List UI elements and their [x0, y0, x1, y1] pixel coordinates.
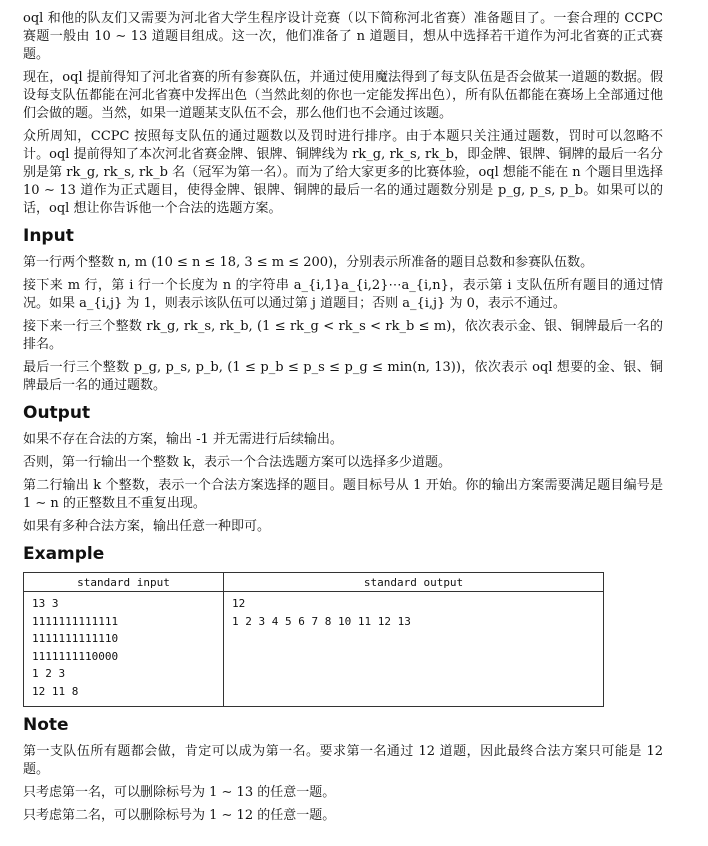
note-paragraph-1: 第一支队伍所有题都会做，肯定可以成为第一名。要求第一名通过 12 道题，因此最终合法方案只可能是 12 题。: [23, 744, 663, 777]
standard-input-cell: [24, 592, 224, 707]
input-paragraph-2: 接下来 m 行，第 i 行一个长度为 n 的字符串 a_{i,1}a_{i,2}⋯a_{i,n}，表示第 i 支队伍所有题目的通过情况。如果 a_{i,j} 为 1，则表示该队伍可以通过第 j 道题目；否则 a_{i,j} 为 0，表示不通过。: [23, 278, 663, 311]
statement-paragraph-2: 现在，oql 提前得知了河北省赛的所有参赛队伍，并通过使用魔法得到了每支队伍是否会做某一道题的数据。假设每支队伍都能在河北省赛中发挥出色（当然此刻的你也一定能发挥出色），所有队伍都能在赛场上全部通过他们会做的题。当然，如果一道题某支队伍不会，那么他们也不会通过该题。: [23, 70, 663, 121]
input-paragraph-4: 最后一行三个整数 p_g, p_s, p_b, (1 ≤ p_b ≤ p_s ≤ p_g ≤ min(n, 13))，依次表示 oql 想要的金、银、铜牌最后一名的通过题数。: [23, 360, 663, 393]
output-heading: Output: [23, 403, 91, 423]
standard-input-header: standard input: [24, 573, 224, 592]
standard-output-cell: [224, 592, 604, 707]
output-line: 1 2 3 4 5 6 7 8 10 11 12 13: [232, 614, 411, 628]
statement-paragraph-1: oql 和他的队友们又需要为河北省大学生程序设计竞赛（以下简称河北省赛）准备题目了。一套合理的 CCPC 赛题一般由 10 ∼ 13 道题目组成。这一次，他们准备了 n 道题目，想从中选择若干道作为河北省赛的正式赛题。: [23, 11, 663, 62]
input-paragraph-1: 第一行两个整数 n, m (10 ≤ n ≤ 18, 3 ≤ m ≤ 200)，分别表示所准备的题目总数和参赛队伍数。: [23, 255, 594, 270]
input-paragraph-3: 接下来一行三个整数 rk_g, rk_s, rk_b, (1 ≤ rk_g < rk_s < rk_b ≤ m)，依次表示金、银、铜牌最后一名的排名。: [23, 319, 663, 352]
input-line: 13 3: [32, 597, 59, 610]
example-heading: Example: [23, 544, 105, 564]
output-paragraph-3: 第二行输出 k 个整数，表示一个合法方案选择的题目。题目标号从 1 开始。你的输出方案需要满足题目编号是 1 ∼ n 的正整数且不重复出现。: [23, 478, 663, 511]
input-line: 1111111110000: [32, 649, 119, 663]
note-paragraph-2: 只考虑第一名，可以删除标号为 1 ∼ 13 的任意一题。: [23, 785, 336, 800]
example-table: [23, 572, 604, 707]
note-paragraph-3: 只考虑第二名，可以删除标号为 1 ∼ 12 的任意一题。: [23, 808, 336, 823]
input-line: 1 2 3: [32, 667, 66, 680]
output-paragraph-4: 如果有多种合法方案，输出任意一种即可。: [23, 519, 271, 534]
standard-output-header: standard output: [224, 573, 604, 592]
input-heading: Input: [23, 226, 74, 246]
input-line: 1111111111110: [32, 632, 119, 645]
output-paragraph-1: 如果不存在合法的方案，输出 -1 并无需进行后续输出。: [23, 432, 343, 447]
output-paragraph-2: 否则，第一行输出一个整数 k，表示一个合法选题方案可以选择多少道题。: [23, 455, 452, 470]
output-line: 12: [232, 597, 246, 610]
input-line: 12 11 8: [32, 684, 79, 698]
statement-paragraph-3: 众所周知，CCPC 按照每支队伍的通过题数以及罚时进行排序。由于本题只关注通过题数，罚时可以忽略不计。oql 提前得知了本次河北省赛金牌、银牌、铜牌线为 rk_g, rk_s, rk_b，即金牌、银牌、铜牌的最后一名分别是第 rk_g, rk_s, rk_b 名（冠军为第一名）。而为了给大家更多的比赛体验，oql 想能不能在 n 个题目里选择 10 ∼ 13 道作为正式题目，使得金牌、银牌、铜牌的最后一名的通过题数分别是 p_g, p_s, p_b。如果可以的话，oql 想让你告诉他一个合法的选题方案。: [23, 129, 663, 216]
note-heading: Note: [23, 715, 69, 735]
input-line: 1111111111111: [32, 614, 119, 628]
problem-statement: [23, 10, 663, 830]
